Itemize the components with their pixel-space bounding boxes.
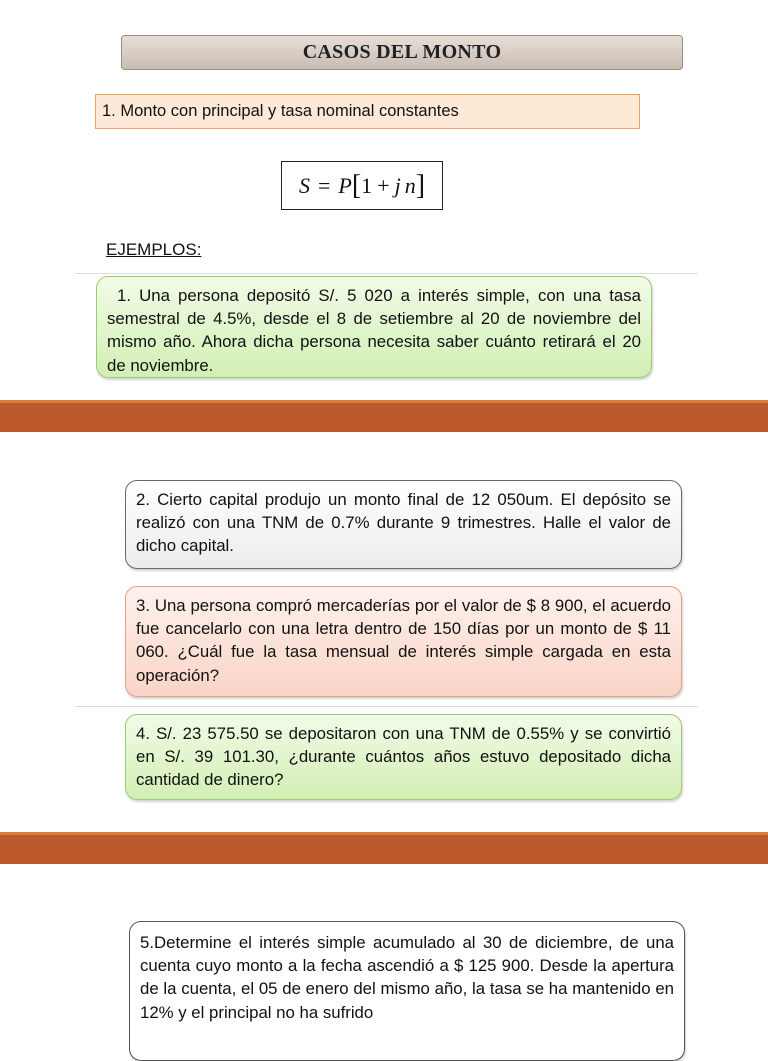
examples-label: EJEMPLOS: (106, 240, 202, 259)
example-1: 1. Una persona depositó S/. 5 020 a interés simple, con una tasa semestral de 4.5%, desde el 8 de setiembre al 20 de noviembre del mismo año. Ahora dicha persona necesita saber cuánto retirará el 20 de noviembre. (96, 276, 652, 378)
divider (75, 706, 698, 707)
example-2: 2. Cierto capital produjo un monto final de 12 050um. El depósito se realizó con una TNM de 0.7% durante 9 trimestres. Halle el valor de dicho capital. (125, 480, 682, 569)
formula-j: j (394, 172, 401, 198)
formula-one: 1 (361, 172, 373, 198)
orange-band (0, 832, 768, 864)
formula-n: n (404, 172, 416, 198)
formula-s: S (298, 172, 310, 198)
orange-band (0, 400, 768, 432)
section-heading: 1. Monto con principal y tasa nominal constantes (95, 94, 640, 129)
formula-plus: + (377, 172, 390, 198)
title-bar (121, 35, 683, 70)
page-title: CASOS DEL MONTO (302, 41, 502, 63)
formula-box (281, 161, 443, 210)
example-4: 4. S/. 23 575.50 se depositaron con una TNM de 0.55% y se convirtió en S/. 39 101.30, ¿durante cuántos años estuvo depositado dicha cantidad de dinero? (125, 714, 682, 800)
divider (75, 273, 698, 274)
formula-right-bracket: ] (415, 169, 426, 201)
formula-left-bracket: [ (351, 169, 362, 201)
example-3: 3. Una persona compró mercaderías por el valor de $ 8 900, el acuerdo fue cancelarlo con una letra dentro de 150 días por un monto de $ 11 060. ¿Cuál fue la tasa mensual de interés simple cargada en esta operación? (125, 586, 682, 697)
example-5: 5.Determine el interés simple acumulado al 30 de diciembre, de una cuenta cuyo monto a la fecha ascendió a $ 125 900. Desde la apertura de la cuenta, el 05 de enero del mismo año, la tasa se ha mantenido en 12% y el principal no ha sufrido (129, 921, 685, 1061)
formula-equals: = (317, 172, 331, 198)
formula-p: P (338, 172, 352, 198)
